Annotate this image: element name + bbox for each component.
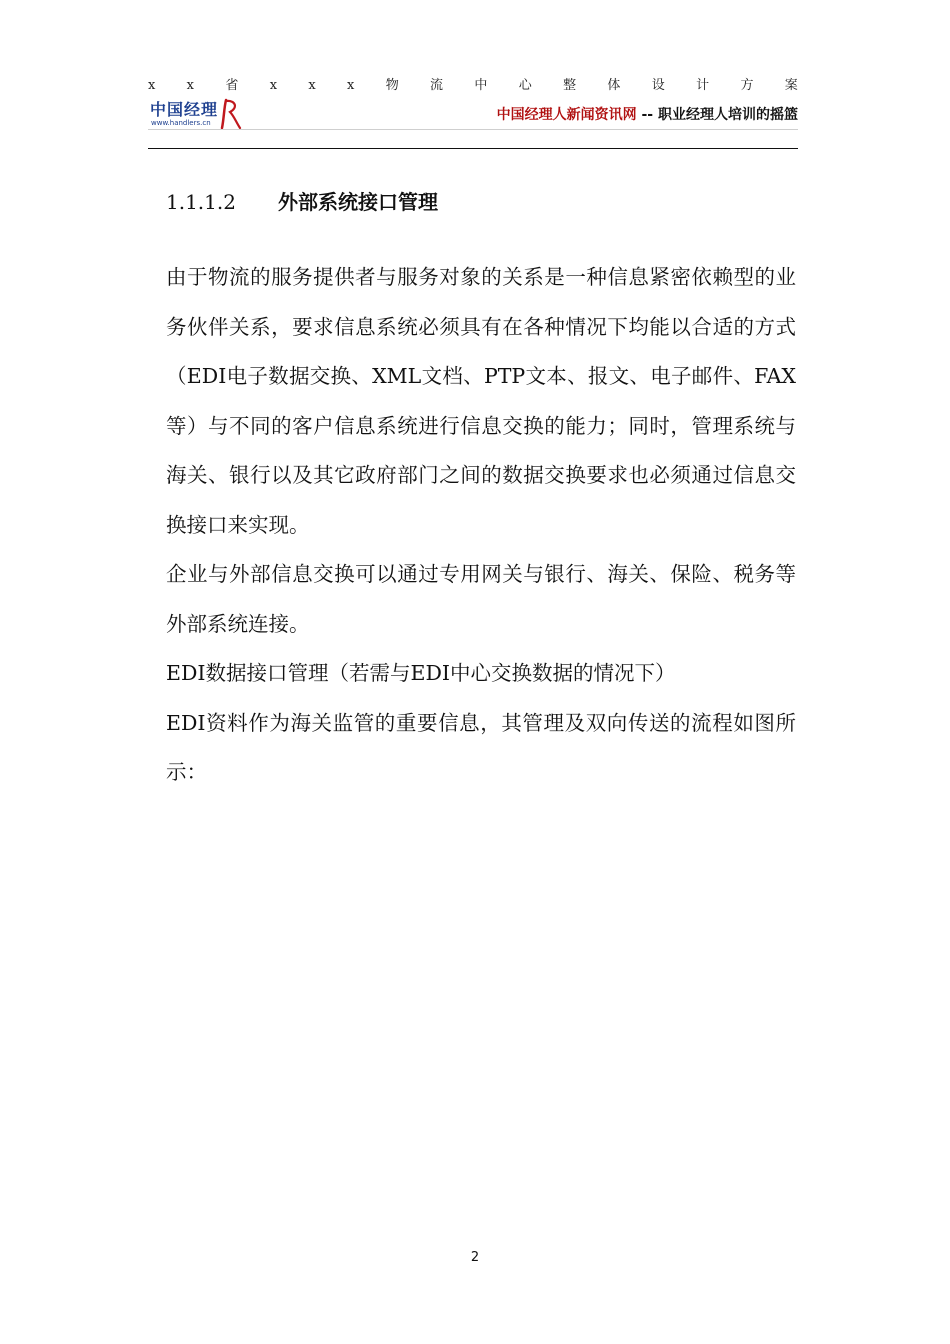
- slogan-site: 中国经理人新闻资讯网: [496, 107, 637, 123]
- header-divider: [148, 148, 798, 149]
- section-number: 1.1.1.2: [166, 190, 236, 214]
- title-char: 流: [430, 78, 444, 93]
- slogan-tagline: 职业经理人培训的摇篮: [658, 107, 798, 123]
- logo-url: www.handlers.cn: [151, 119, 211, 127]
- paragraph: EDI数据接口管理（若需与EDI中心交换数据的情况下）: [166, 661, 676, 685]
- title-char: x: [308, 78, 316, 93]
- logo-name: 中国经理: [150, 100, 219, 119]
- title-char: x: [186, 78, 195, 93]
- title-char: x: [269, 78, 278, 93]
- slogan-separator: --: [641, 107, 654, 123]
- title-char: 整: [563, 78, 577, 93]
- title-char: 物: [385, 78, 399, 93]
- header-slogan: [497, 105, 798, 125]
- paragraph: 企业与外部信息交换可以通过专用网关与银行、海关、保险、税务等外部系统连接。: [166, 562, 796, 636]
- section-title: 外部系统接口管理: [278, 190, 438, 214]
- company-logo: [148, 98, 244, 132]
- title-char: x: [347, 78, 355, 93]
- paragraph: 由于物流的服务提供者与服务对象的关系是一种信息紧密依赖型的业务伙伴关系，要求信息系统必须具有在各种情况下均能以合适的方式（EDI电子数据交换、XML文档、PTP文本、报文、电子邮件、FAX等）与不同的客户信息系统进行信息交换的能力；同时，管理系统与海关、银行以及其它政府部门之间的数据交换要求也必须通过信息交换接口来实现。: [166, 265, 796, 537]
- title-char: 计: [696, 78, 710, 93]
- title-char: 中: [474, 78, 488, 93]
- title-char: x: [148, 78, 156, 93]
- document-title: [148, 76, 798, 96]
- page-number: 2: [470, 1250, 480, 1265]
- title-char: 方: [740, 78, 754, 93]
- title-char: 设: [651, 78, 665, 93]
- title-char: 省: [225, 78, 239, 93]
- title-char: 体: [607, 78, 621, 93]
- section-heading: [166, 188, 438, 216]
- body-text: [166, 253, 796, 798]
- title-char: 心: [518, 78, 532, 93]
- paragraph: EDI资料作为海关监管的重要信息，其管理及双向传送的流程如图所示：: [166, 710, 796, 784]
- logo-mark-icon: [220, 98, 242, 130]
- title-char: 案: [784, 78, 798, 93]
- header-divider-thin: [148, 129, 798, 130]
